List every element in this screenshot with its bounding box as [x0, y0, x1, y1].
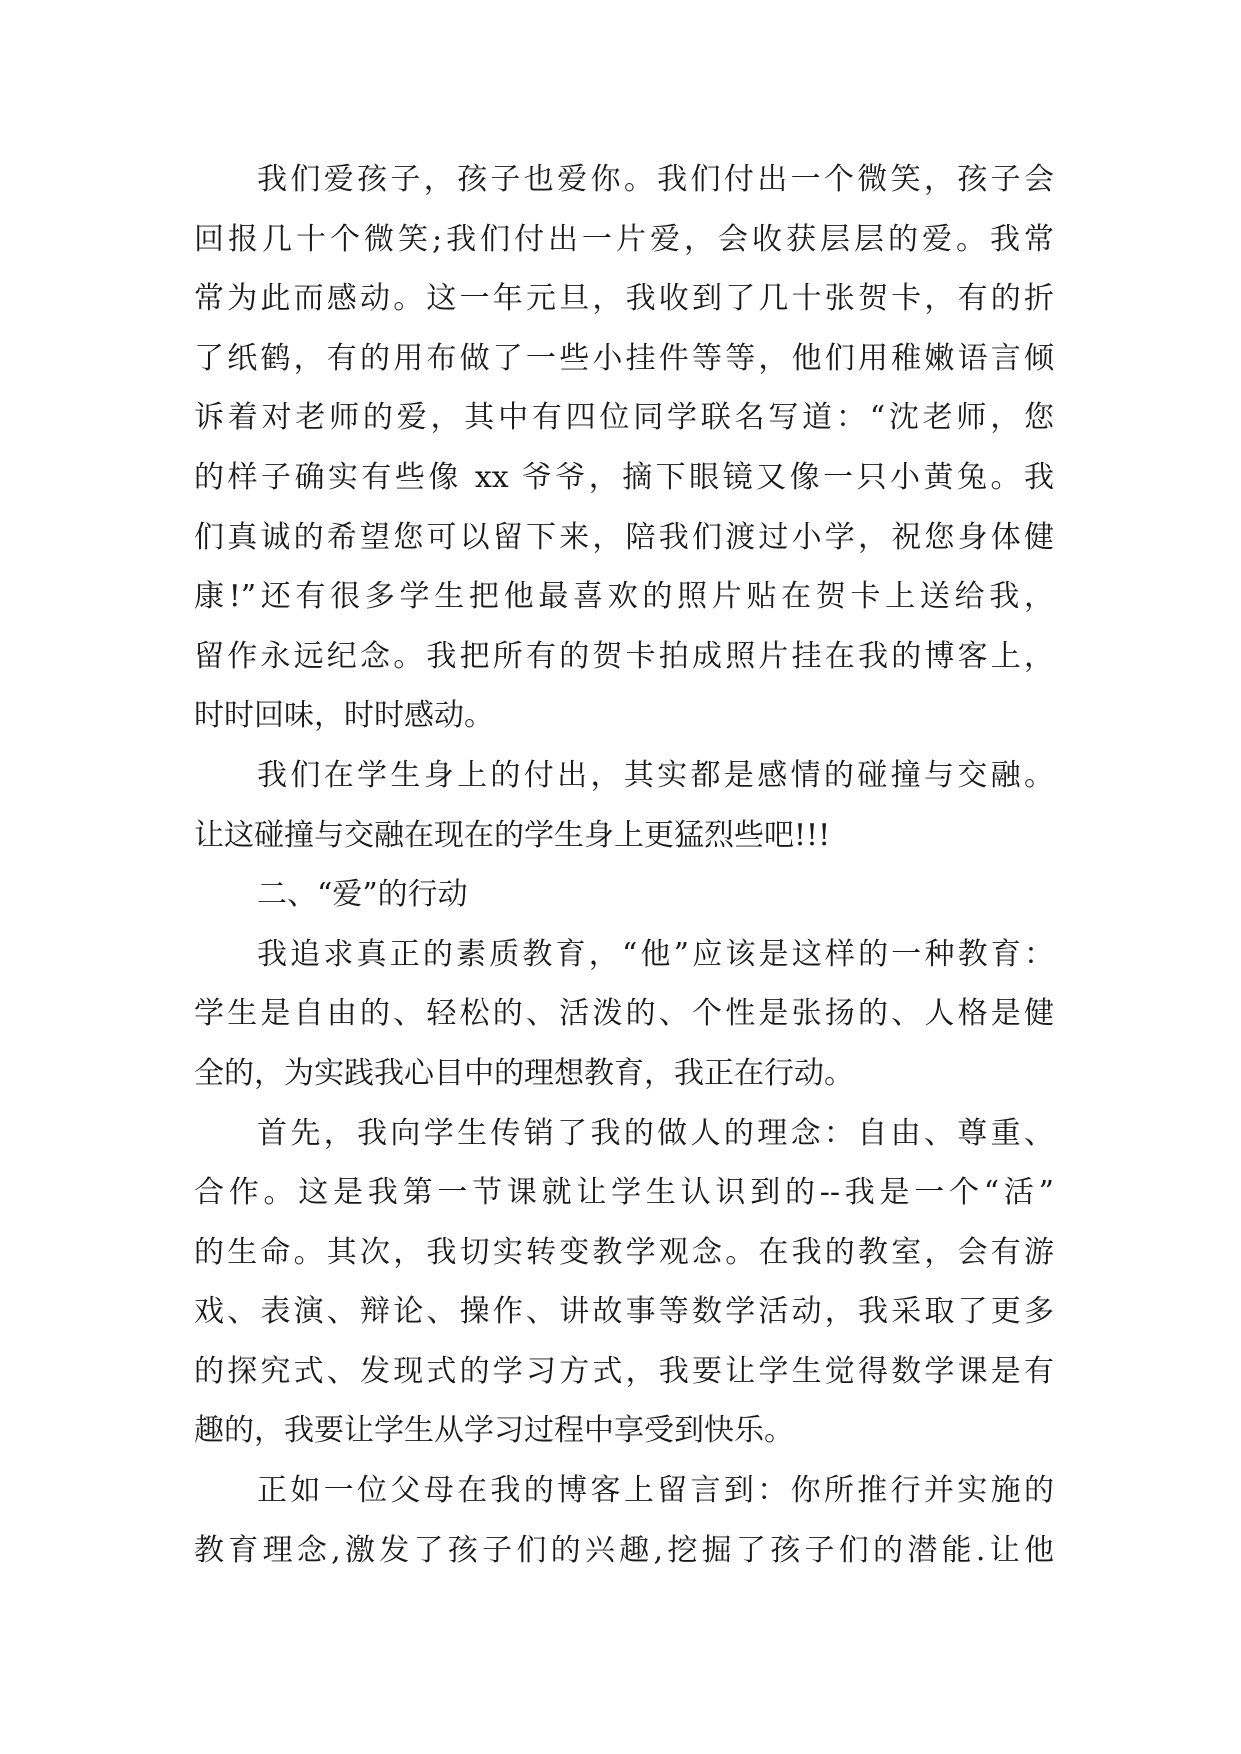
text-line: 首先，我向学生传销了我的做人的理念：自由、尊重、 [257, 1115, 1054, 1151]
text-line: 了纸鹤，有的用布做了一些小挂件等等，他们用稚嫩语言倾 [194, 340, 1054, 376]
text-line: 的探究式、发现式的学习方式，我要让学生觉得数学课是有 [194, 1353, 1054, 1389]
text-line: 正如一位父母在我的博客上留言到：你所推行并实施的 [257, 1473, 1054, 1509]
section-heading: 二、“爱”的行动 [257, 877, 468, 913]
text-line: 教育理念,激发了孩子们的兴趣,挖掘了孩子们的潜能.让他 [194, 1532, 1054, 1568]
text-line: 我们爱孩子，孩子也爱你。我们付出一个微笑，孩子会 [257, 162, 1054, 197]
text-line: 康!”还有很多学生把他最喜欢的照片贴在贺卡上送给我， [194, 579, 1054, 615]
text-line: 趣的，我要让学生从学习过程中享受到快乐。 [194, 1413, 794, 1449]
text-line: 时时回味，时时感动。 [194, 698, 494, 734]
text-line: 诉着对老师的爱，其中有四位同学联名写道：“沈老师，您 [194, 400, 1054, 436]
text-line: 回报几十个微笑;我们付出一片爱，会收获层层的爱。我常 [194, 221, 1054, 257]
text-line: 让这碰撞与交融在现在的学生身上更猛烈些吧!!! [194, 817, 831, 853]
text-line: 们真诚的希望您可以留下来，陪我们渡过小学，祝您身体健 [194, 519, 1054, 555]
text-line: 我追求真正的素质教育，“他”应该是这样的一种教育： [257, 936, 1054, 972]
document-body [194, 150, 1054, 1580]
text-line: 的生命。其次，我切实转变教学观念。在我的教室，会有游 [194, 1234, 1054, 1270]
text-line: 常为此而感动。这一年元旦，我收到了几十张贺卡，有的折 [194, 281, 1054, 317]
text-line: 我们在学生身上的付出，其实都是感情的碰撞与交融。 [257, 757, 1054, 793]
text-line: 全的，为实践我心目中的理想教育，我正在行动。 [194, 1055, 854, 1091]
text-line: 合作。这是我第一节课就让学生认识到的--我是一个“活” [194, 1175, 1054, 1211]
text-line: 留作永远纪念。我把所有的贺卡拍成照片挂在我的博客上， [194, 638, 1054, 674]
text-line: 的样子确实有些像 xx 爷爷，摘下眼镜又像一只小黄兔。我 [194, 459, 1054, 495]
text-line: 学生是自由的、轻松的、活泼的、个性是张扬的、人格是健 [194, 996, 1054, 1032]
text-line: 戏、表演、辩论、操作、讲故事等数学活动，我采取了更多 [194, 1294, 1054, 1330]
